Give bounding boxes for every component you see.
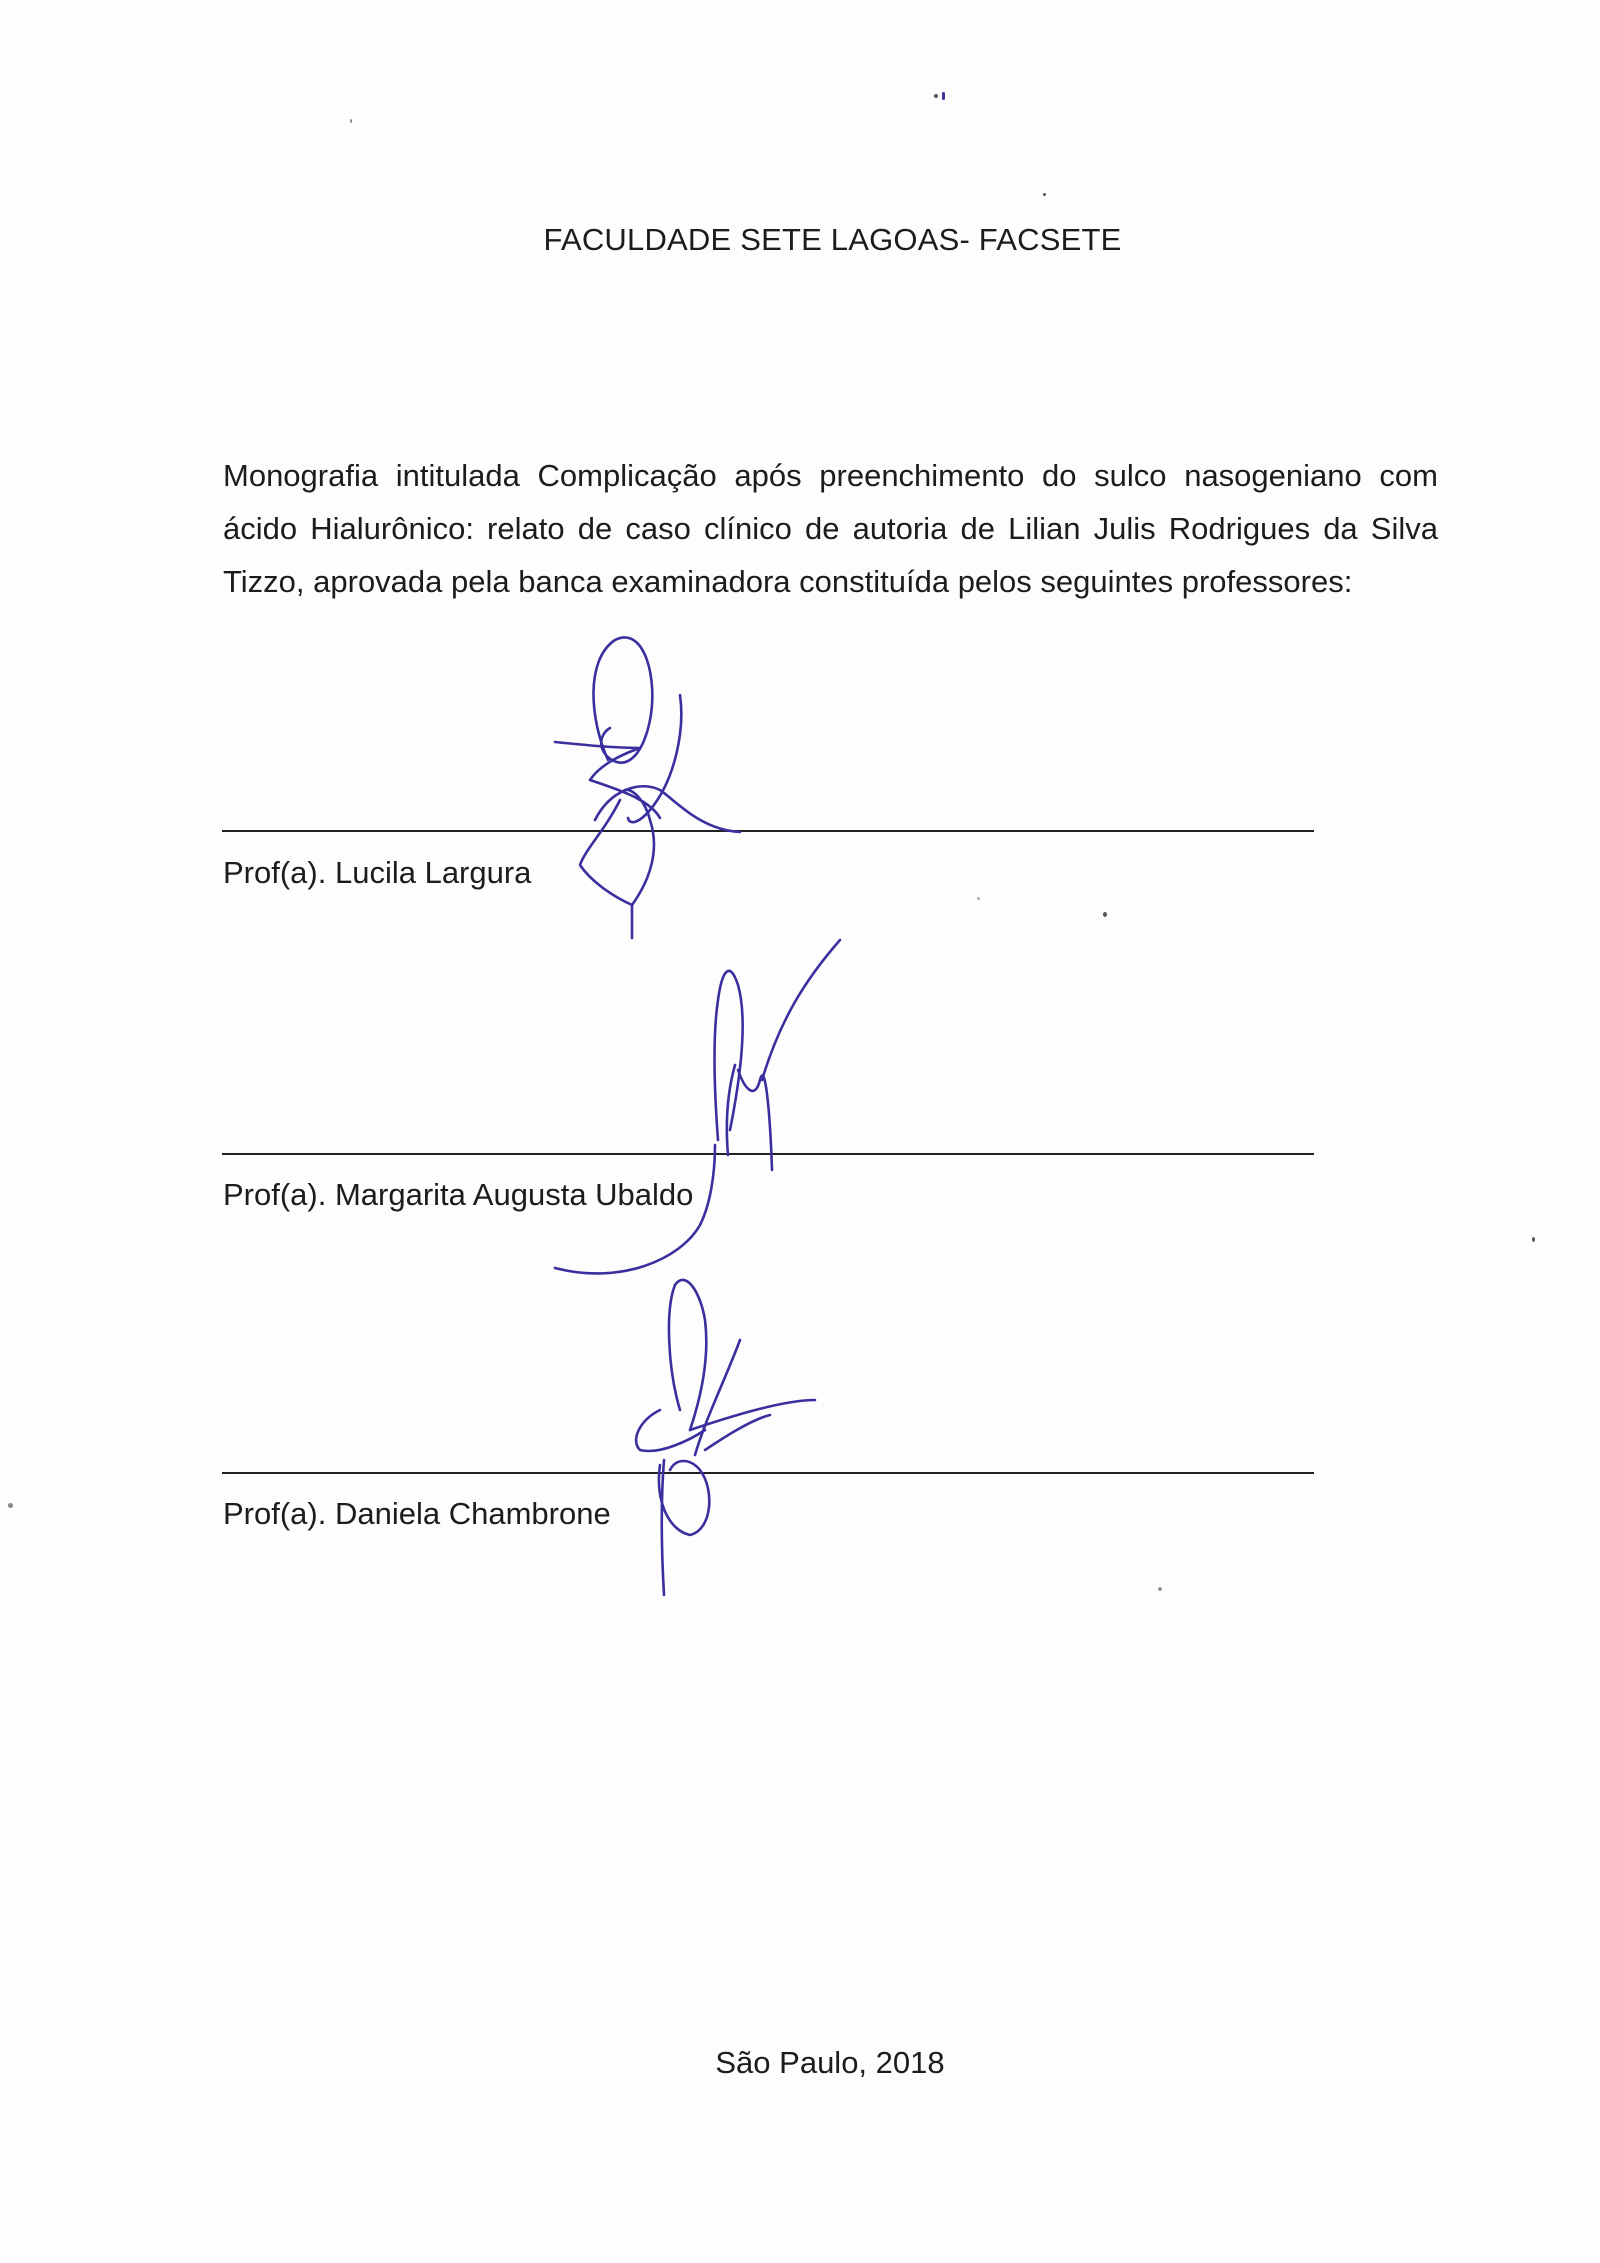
scan-speck [942,92,945,100]
scan-speck [350,119,352,123]
examiner-label-2: Prof(a). Margarita Augusta Ubaldo [223,1177,694,1212]
scan-speck [934,94,938,98]
scan-speck [1103,912,1107,917]
scan-speck [1158,1587,1162,1591]
scan-speck [977,897,980,900]
scan-speck [1043,193,1046,196]
signature-line-3 [222,1472,1314,1474]
signature-line-1 [222,830,1314,832]
examiner-label-1: Prof(a). Lucila Largura [223,855,532,890]
signature-line-2 [222,1153,1314,1155]
signature-3-handwriting [636,1280,815,1595]
examiner-label-3: Prof(a). Daniela Chambrone [223,1496,611,1531]
institution-title: FACULDADE SETE LAGOAS- FACSETE [543,222,1122,257]
signature-1-handwriting [555,637,740,938]
signature-2-handwriting [555,940,840,1273]
scan-speck [1532,1237,1535,1242]
place-date: São Paulo, 2018 [715,2045,945,2080]
scan-speck [8,1503,13,1508]
approval-statement: Monografia intitulada Complicação após preenchimento do sulco nasogeniano com ácido Hialurônico: relato de caso clínico de autoria de Lilian Julis Rodrigues da Silva Tizzo, aprovada pela banca examinadora constituída pelos seguintes professores: [223,458,1438,599]
